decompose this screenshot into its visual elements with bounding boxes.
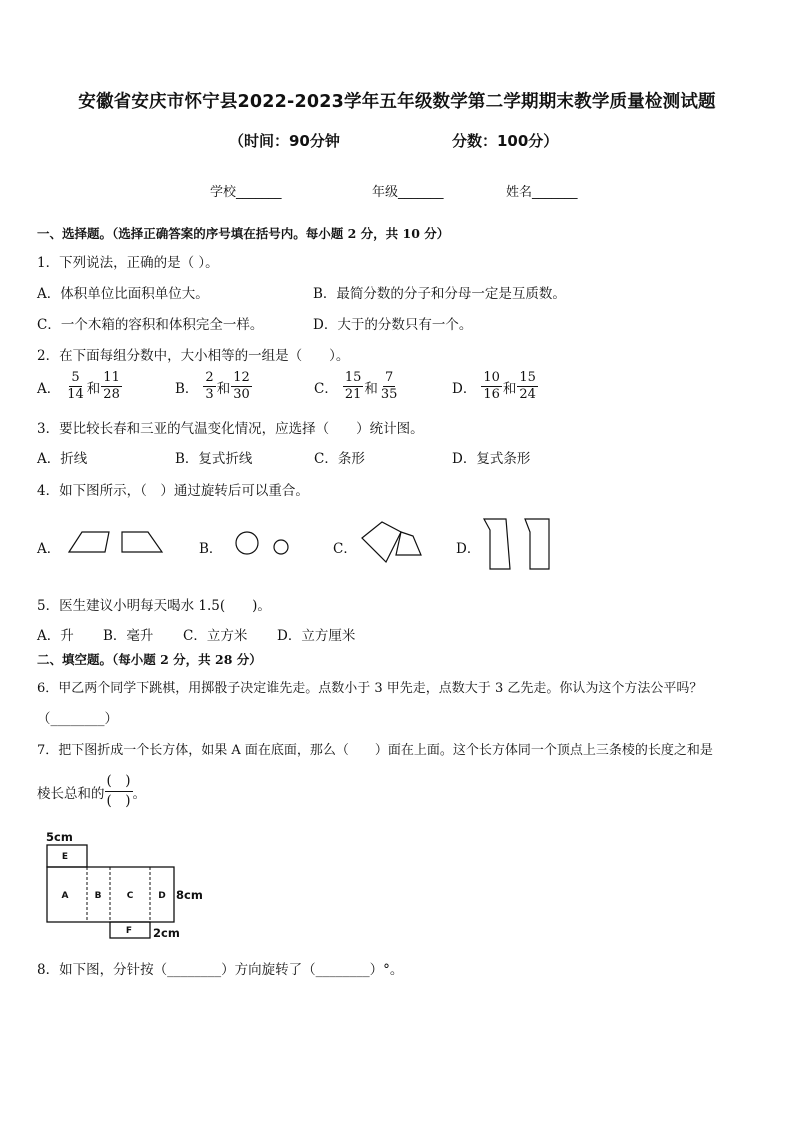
question-4-figures — [0, 510, 794, 580]
and-word: 和 — [502, 380, 517, 397]
fraction: $\frac{5}{14}$ — [67, 370, 84, 402]
dimension-top-label: 5cm — [46, 830, 73, 844]
blank-fraction: ( ) ( ) — [106, 773, 131, 809]
question-4-option-b: B． — [199, 541, 223, 557]
question-1-option-d: D．大于的分数只有一个。 — [313, 317, 473, 333]
question-7-line2 — [37, 772, 146, 811]
question-2-option-c — [314, 370, 400, 403]
tall-shape-right — [525, 519, 549, 569]
and-word: 和 — [364, 380, 378, 397]
question-5-option-b: B．毫升 — [103, 628, 154, 644]
option-label: A． — [37, 380, 61, 397]
face-label-d: D — [158, 891, 166, 901]
quadrilateral-right-shape — [396, 532, 421, 555]
exam-time: （时间：90分钟 — [229, 132, 340, 150]
name-field: 姓名_______ — [506, 185, 578, 200]
fraction: $\frac{7}{35}$ — [380, 370, 398, 402]
face-label-a: A — [61, 891, 69, 901]
question-4-option-c: C． — [333, 541, 357, 557]
tall-shape-left — [484, 519, 510, 569]
fraction: $\frac{2}{3}$ — [205, 370, 214, 402]
question-3-option-c: C．条形 — [314, 451, 365, 467]
question-6-stem: 6．甲乙两个同学下跳棋，用掷骰子决定谁先走。点数小于 3 甲先走，点数大于 3 乙先走。你认为这个方法公平吗？ — [37, 681, 703, 696]
option-label: D． — [452, 380, 477, 397]
and-word: 和 — [216, 380, 231, 397]
question-3-option-d: D．复式条形 — [452, 451, 531, 467]
trapezoid-shape — [122, 532, 162, 552]
school-field: 学校_______ — [210, 185, 282, 200]
option-label: B． — [175, 380, 199, 397]
exam-score: 分数：100分） — [452, 132, 559, 150]
large-circle-shape — [236, 532, 258, 554]
face-label-b: B — [94, 891, 102, 901]
small-circle-shape — [274, 540, 288, 554]
question-2-option-d — [452, 370, 539, 403]
question-2-option-a — [37, 370, 123, 403]
question-5-stem: 5．医生建议小明每天喝水 1.5( )。 — [37, 598, 271, 614]
option-label: C． — [314, 380, 338, 397]
fraction: $\frac{12}{30}$ — [233, 370, 250, 402]
quadrilateral-left-shape — [362, 522, 401, 562]
face-label-c: C — [126, 891, 134, 901]
fraction: $\frac{11}{28}$ — [103, 370, 120, 402]
grade-field: 年级_______ — [372, 185, 444, 200]
page-title: 安徽省安庆市怀宁县2022-2023学年五年级数学第二学期期末教学质量检测试题 — [78, 92, 716, 112]
dimension-bottom-label: 2cm — [153, 926, 180, 940]
face-label-f: F — [125, 926, 133, 936]
question-4-option-d: D． — [456, 541, 481, 557]
question-2-option-b — [175, 370, 253, 403]
section-1-heading: 一、选择题。（选择正确答案的序号填在括号内。每小题 2 分，共 10 分） — [37, 226, 450, 241]
question-4-option-a: A． — [37, 541, 61, 557]
question-5-option-d: D．立方厘米 — [277, 628, 356, 644]
fraction: $\frac{15}{21}$ — [344, 370, 362, 402]
question-2-stem: 2．在下面每组分数中，大小相等的一组是（ ）。 — [37, 348, 350, 364]
fraction: $\frac{15}{24}$ — [519, 370, 536, 402]
cuboid-net-figure — [0, 825, 260, 950]
question-3-option-b: B．复式折线 — [175, 451, 253, 467]
dimension-right-label: 8cm — [176, 888, 203, 902]
question-3-option-a: A．折线 — [37, 451, 88, 467]
question-7-stem: 7．把下图折成一个长方体，如果 A 面在底面，那么（ ）面在上面。这个长方体同一个顶点上三条棱的长度之和是 — [37, 743, 713, 758]
section-2-heading: 二、填空题。（每小题 2 分，共 28 分） — [37, 652, 262, 667]
question-1-stem: 1．下列说法，正确的是（ ）。 — [37, 255, 219, 271]
period: 。 — [132, 785, 147, 802]
question-5-option-c: C．立方米 — [183, 628, 248, 644]
question-3-stem: 3．要比较长春和三亚的气温变化情况，应选择（ ）统计图。 — [37, 421, 424, 437]
fraction: $\frac{10}{16}$ — [483, 370, 500, 402]
question-4-stem: 4．如下图所示，（ ）通过旋转后可以重合。 — [37, 483, 309, 499]
question-7-line2-text: 棱长总和的 — [37, 785, 105, 802]
question-5-option-a: A．升 — [37, 628, 74, 644]
face-label-e: E — [61, 852, 69, 862]
question-1-option-a: A．体积单位比面积单位大。 — [37, 286, 209, 302]
question-6-blank: （________） — [37, 711, 118, 727]
question-8-stem: 8．如下图，分针按（________）方向旋转了（________）°。 — [37, 962, 404, 978]
question-1-option-c: C．一个木箱的容积和体积完全一样。 — [37, 317, 264, 333]
and-word: 和 — [86, 380, 101, 397]
question-1-option-b: B．最简分数的分子和分母一定是互质数。 — [313, 286, 566, 302]
parallelogram-shape — [69, 532, 109, 552]
